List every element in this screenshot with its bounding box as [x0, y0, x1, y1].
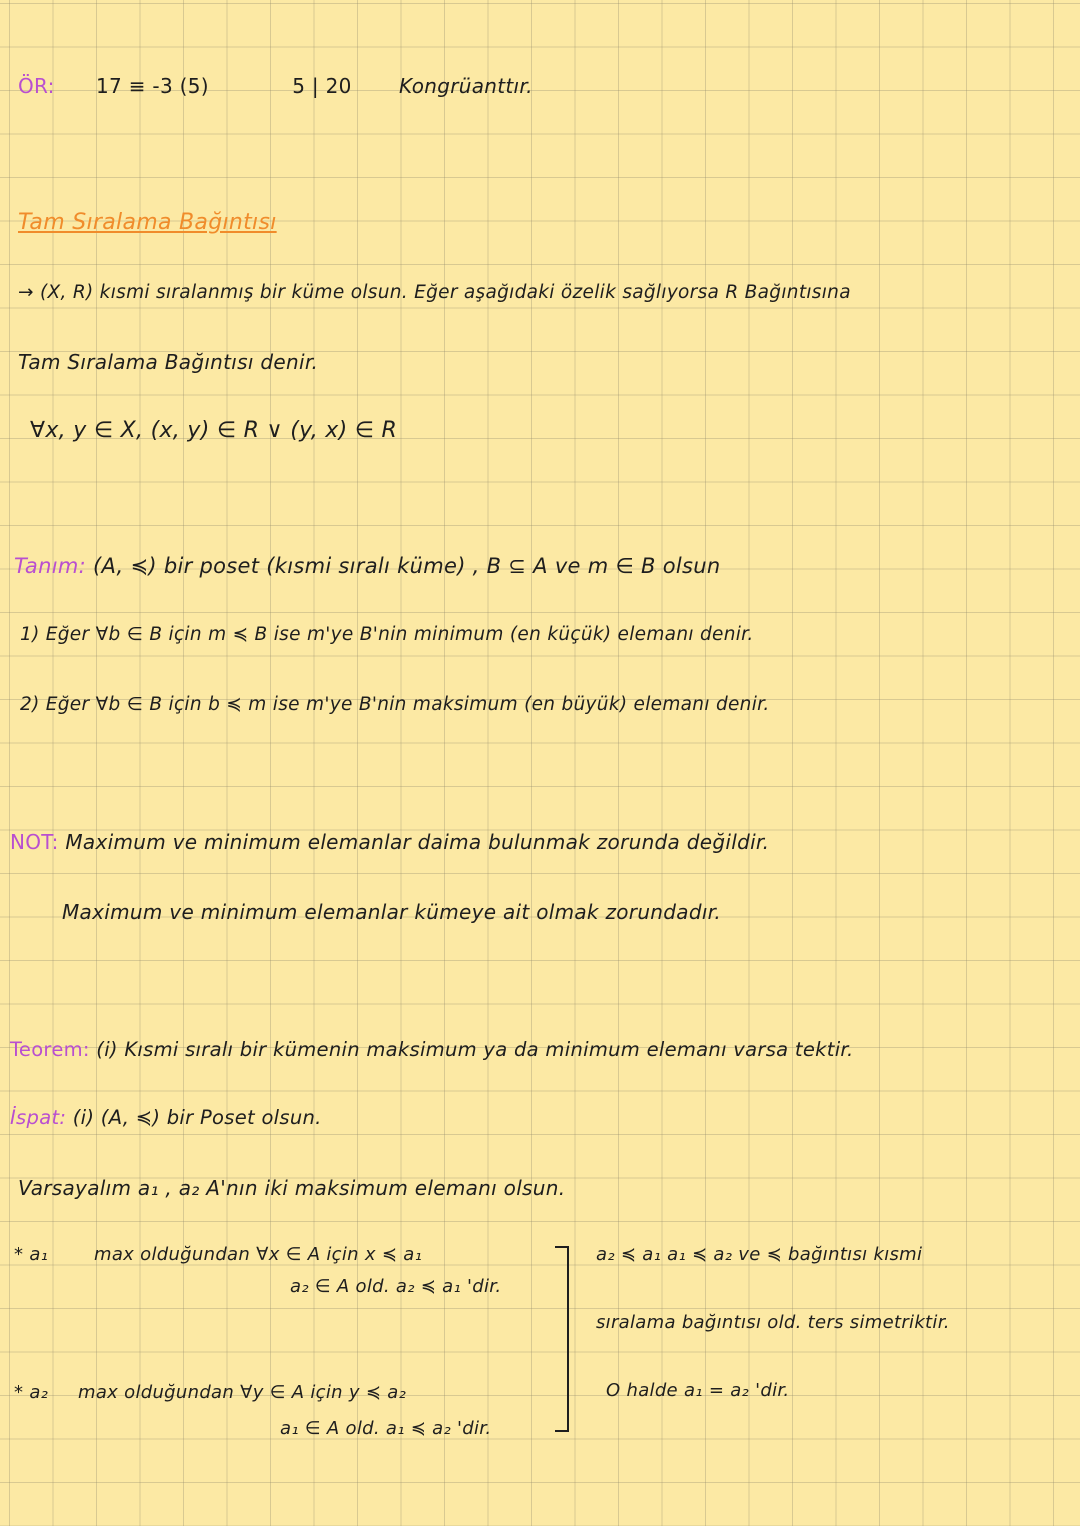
definition-label: Tanım: — [14, 554, 86, 578]
proof-star2-head: * a₂ — [14, 1382, 49, 1403]
theorem-text: (i) Kısmi sıralı bir kümenin maksimum ya da minimum elemanı varsa tektir. — [96, 1038, 854, 1061]
proof-star1-text2: a₂ ∈ A old. a₂ ≼ a₁ 'dir. — [290, 1276, 502, 1297]
theorem-label: Teorem: — [10, 1038, 90, 1061]
example-label: ÖR: — [18, 74, 55, 98]
proof-label: İspat: — [10, 1106, 67, 1129]
definition-item2: 2) Eğer ∀b ∈ B için b ≼ m ise m'ye B'nin maksimum (en büyük) elemanı denir. — [20, 694, 770, 715]
definition-item1: 1) Eğer ∀b ∈ B için m ≼ B ise m'ye B'nin minimum (en küçük) elemanı denir. — [20, 624, 754, 645]
proof-row — [10, 1106, 322, 1129]
proof-assume: Varsayalım a₁ , a₂ A'nın iki maksimum elemanı olsun. — [18, 1176, 566, 1200]
example-conclusion: Kongrüanttır. — [399, 74, 533, 98]
total-order-line2: Tam Sıralama Bağıntısı denir. — [18, 350, 319, 374]
note-row1 — [10, 830, 769, 854]
proof-line1: (i) (A, ≼) bir Poset olsun. — [72, 1106, 322, 1129]
note-label: NOT: — [10, 830, 59, 854]
total-order-heading: Tam Sıralama Bağıntısı — [18, 210, 277, 235]
proof-star2-text2: a₁ ∈ A old. a₁ ≼ a₂ 'dir. — [280, 1418, 492, 1439]
note-line1: Maximum ve minimum elemanlar daima bulunmak zorunda değildir. — [65, 830, 770, 854]
proof-star1-head: * a₁ — [14, 1244, 49, 1265]
example-congruence: 17 ≡ -3 (5) — [96, 74, 209, 98]
example-divides: 5 | 20 — [292, 74, 352, 98]
definition-intro-row — [14, 554, 720, 578]
theorem-row — [10, 1038, 853, 1061]
proof-right3: O halde a₁ = a₂ 'dir. — [606, 1380, 790, 1401]
total-order-line1: → (X, R) kısmi sıralanmış bir küme olsun. Eğer aşağıdaki özelik sağlıyorsa R Bağıntısına — [18, 282, 851, 303]
total-order-formula: ∀x, y ∈ X, (x, y) ∈ R ∨ (y, x) ∈ R — [30, 418, 398, 443]
proof-star1-text: max olduğundan ∀x ∈ A için x ≼ a₁ — [94, 1244, 423, 1265]
proof-bracket — [555, 1246, 569, 1432]
example-row — [18, 74, 533, 98]
proof-right2: sıralama bağıntısı old. ters simetriktir. — [596, 1312, 950, 1333]
proof-right1: a₂ ≼ a₁ a₁ ≼ a₂ ve ≼ bağıntısı kısmi — [596, 1244, 923, 1265]
note-line2: Maximum ve minimum elemanlar kümeye ait olmak zorundadır. — [62, 900, 722, 924]
proof-star2-text: max olduğundan ∀y ∈ A için y ≼ a₂ — [78, 1382, 407, 1403]
definition-intro: (A, ≼) bir poset (kısmi sıralı küme) , B ⊆ A ve m ∈ B olsun — [92, 554, 721, 578]
